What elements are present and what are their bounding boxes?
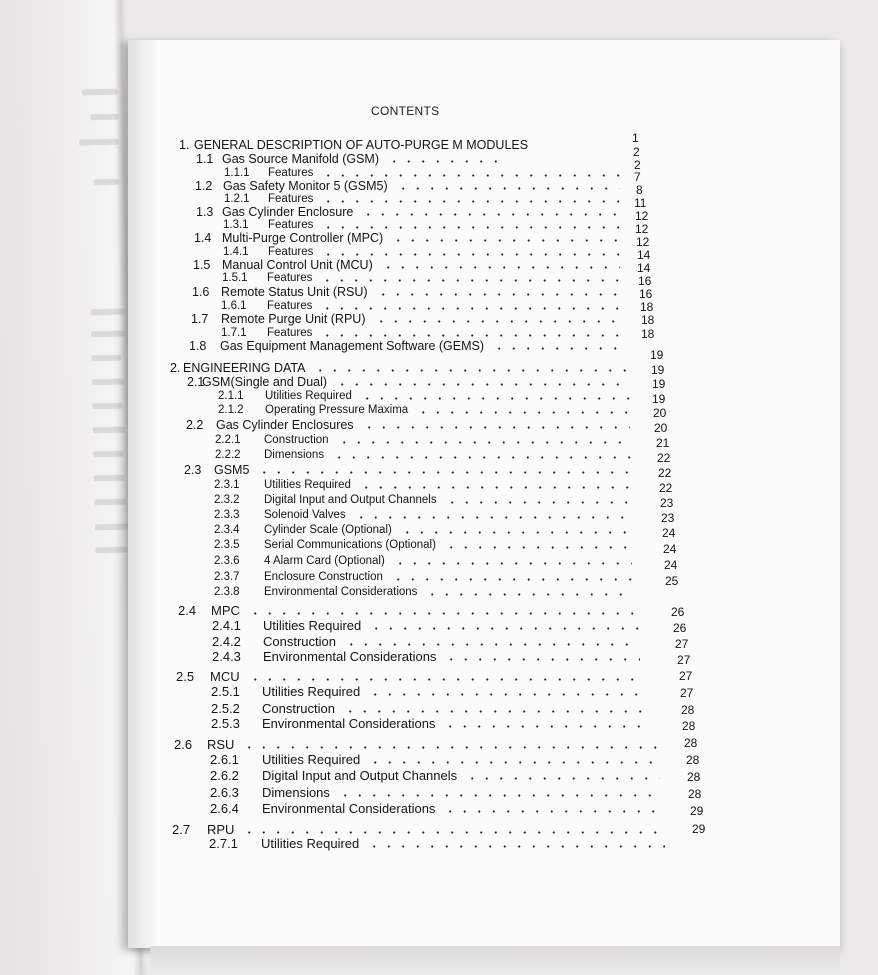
toc-entry <box>224 166 620 180</box>
toc-page-number: 22 <box>658 466 672 480</box>
toc-page-number: 1 <box>632 131 639 145</box>
dot-leader <box>344 643 640 646</box>
ghost-text-line <box>94 179 120 186</box>
toc-entry-number: 1.1.1 <box>224 167 250 179</box>
toc-entry <box>215 433 632 447</box>
dot-leader <box>313 369 630 372</box>
toc-entry-label: MCU <box>210 669 240 684</box>
toc-entry <box>195 179 620 193</box>
toc-entry <box>218 389 630 403</box>
dot-leader <box>391 578 632 581</box>
toc-entry-number: 2.2 <box>186 418 204 432</box>
toc-entry-number: 1.8 <box>189 339 207 353</box>
dot-leader <box>444 658 640 661</box>
toc-entry-label: Features <box>267 300 313 312</box>
toc-entry <box>191 312 620 326</box>
toc-entry <box>170 361 630 375</box>
toc-page-number: 27 <box>680 686 694 700</box>
toc-entry-number: 2.3.5 <box>214 539 240 551</box>
dot-leader <box>465 777 660 780</box>
toc-entry-label: Environmental Considerations <box>262 801 436 816</box>
dot-leader <box>321 226 620 229</box>
toc-entry-label: Gas Equipment Management Software (GEMS) <box>220 339 485 353</box>
toc-entry-number: 1.7 <box>191 312 209 326</box>
toc-entry-label: Features <box>268 219 314 231</box>
toc-entry-label: GSM5 <box>214 463 250 477</box>
toc-entry <box>221 326 620 340</box>
toc-page-number: 2 <box>633 145 640 159</box>
toc-page-number: 19 <box>650 348 664 362</box>
dot-leader <box>257 471 632 474</box>
dot-leader <box>492 347 620 350</box>
dot-leader <box>374 320 620 323</box>
dot-leader <box>343 710 645 713</box>
toc-entry <box>214 493 632 507</box>
dot-leader <box>367 845 665 848</box>
toc-page-number: 26 <box>673 621 687 635</box>
dot-leader <box>320 307 620 310</box>
toc-entry <box>214 538 632 552</box>
toc-entry <box>196 152 500 166</box>
toc-entry-number: 2.6.2 <box>210 768 239 783</box>
toc-page-number: 22 <box>657 451 671 465</box>
toc-entry <box>221 299 620 313</box>
toc-entry-label: ENGINEERING DATA <box>183 361 306 375</box>
toc-page-number: 23 <box>661 511 675 525</box>
ghost-text-line <box>91 331 125 338</box>
toc-entry <box>214 570 632 584</box>
toc-entry <box>223 245 620 259</box>
toc-entry-label: RSU <box>207 737 235 752</box>
toc-entry-label: MPC <box>211 603 240 618</box>
toc-entry-number: 2.7 <box>172 822 191 837</box>
toc-entry-number: 1.3.1 <box>223 219 249 231</box>
paper-stack-edge <box>150 946 840 975</box>
toc-entry-number: 2.6.3 <box>210 785 239 800</box>
dot-leader <box>368 693 645 696</box>
dot-leader <box>361 213 620 216</box>
toc-entry-label: Dimensions <box>264 449 325 461</box>
toc-entry-label: Utilities Required <box>263 618 362 633</box>
dot-leader <box>242 831 665 834</box>
toc-entry <box>189 339 620 353</box>
toc-entry <box>212 619 640 633</box>
dot-leader <box>443 725 645 728</box>
toc-entry-label: Dimensions <box>262 785 330 800</box>
dot-leader <box>320 334 620 337</box>
toc-page-number: 24 <box>663 542 677 556</box>
dot-leader <box>368 761 660 764</box>
dot-leader <box>425 593 632 596</box>
toc-page-number: 28 <box>686 753 700 767</box>
dot-leader <box>396 187 620 190</box>
toc-entry-number: 2.4.2 <box>212 634 241 649</box>
toc-page-number: 2 <box>634 158 641 172</box>
ghost-text-line <box>95 547 127 554</box>
toc-page-number: 27 <box>677 653 691 667</box>
toc-entry <box>214 508 632 522</box>
toc-page-number: 26 <box>671 605 685 619</box>
toc-entry-label: Features <box>267 272 313 284</box>
toc-entry <box>172 823 665 837</box>
toc-page-number: 19 <box>651 363 665 377</box>
dot-leader <box>338 794 660 797</box>
toc-entry-number: 2.4.1 <box>212 618 241 633</box>
toc-page-number: 24 <box>662 526 676 540</box>
toc-entry-label: 4 Alarm Card (Optional) <box>264 555 385 567</box>
dot-leader <box>337 441 632 444</box>
toc-page-number: 21 <box>656 436 670 450</box>
toc-entry <box>211 685 645 699</box>
toc-entry-number: 1.1 <box>196 152 214 166</box>
toc-entry-number: 2.5.1 <box>211 684 240 699</box>
toc-entry-label: Gas Safety Monitor 5 (GSM5) <box>223 179 388 193</box>
toc-entry <box>210 802 660 816</box>
toc-entry-label: Cylinder Scale (Optional) <box>264 524 392 536</box>
toc-page-number: 18 <box>641 313 655 327</box>
dot-leader <box>443 810 660 813</box>
toc-page-number: 12 <box>636 235 650 249</box>
toc-entry-number: 1.5.1 <box>222 272 248 284</box>
toc-entry-label: Features <box>268 246 314 258</box>
dot-leader <box>359 486 632 489</box>
toc-page-number: 20 <box>654 421 668 435</box>
toc-entry-number: 1.7.1 <box>221 327 247 339</box>
toc-entry-number: 2.4 <box>178 603 197 618</box>
toc-entry-number: 2.3.2 <box>214 494 240 506</box>
ghost-text-line <box>94 499 126 506</box>
toc-entry <box>184 463 632 477</box>
ghost-text-line <box>93 451 123 458</box>
toc-entry-number: 1. <box>179 138 190 152</box>
toc-page-number: 7 <box>634 170 641 184</box>
toc-entry-number: 1.4 <box>194 231 212 245</box>
dot-leader <box>248 612 640 615</box>
toc-page-number: 25 <box>665 574 679 588</box>
toc-entry-number: 2.3.8 <box>214 586 240 598</box>
toc-entry <box>179 138 542 152</box>
toc-entry <box>215 448 632 462</box>
toc-entry <box>218 403 630 417</box>
toc-entry-number: 2.7.1 <box>209 836 238 851</box>
toc-entry-number: 2.4.3 <box>212 649 241 664</box>
ghost-text-line <box>93 427 125 434</box>
dot-leader <box>321 253 620 256</box>
toc-entry <box>210 769 660 783</box>
toc-entry <box>210 786 660 800</box>
toc-entry-number: 1.6 <box>192 285 210 299</box>
toc-page-number: 28 <box>687 770 701 784</box>
toc-entry-label: Features <box>268 193 314 205</box>
dot-leader <box>369 627 640 630</box>
toc-entry-number: 1.4.1 <box>223 246 249 258</box>
toc-entry <box>186 418 630 432</box>
toc-entry-number: 2. <box>170 361 181 375</box>
toc-entry-label: GENERAL DESCRIPTION OF AUTO-PURGE M MODULES <box>194 138 529 152</box>
ghost-text-line <box>92 403 122 410</box>
toc-entry-label: Gas Cylinder Enclosure <box>222 205 354 219</box>
toc-entry-label: Enclosure Construction <box>264 571 383 583</box>
toc-entry <box>193 258 620 272</box>
toc-entry-label: Utilities Required <box>262 752 361 767</box>
dot-leader <box>360 397 630 400</box>
toc-entry-number: 2.6.1 <box>210 752 239 767</box>
toc-page-number: 16 <box>638 274 652 288</box>
dot-leader <box>393 562 632 565</box>
toc-entry-number: 1.6.1 <box>221 300 247 312</box>
toc-page-number: 14 <box>637 261 651 275</box>
dot-leader <box>444 546 632 549</box>
toc-entry <box>194 231 620 245</box>
dot-leader <box>445 501 632 504</box>
toc-entry <box>214 523 632 537</box>
toc-entry-number: 2.3.3 <box>214 509 240 521</box>
toc-entry-number: 2.1.2 <box>218 404 244 416</box>
toc-entry-number: 2.3.7 <box>214 571 240 583</box>
toc-entry <box>210 753 660 767</box>
toc-entry-number: 1.2 <box>195 179 213 193</box>
toc-entry-number: 2.3.4 <box>214 524 240 536</box>
toc-entry-number: 2.5.3 <box>211 716 240 731</box>
toc-entry-label: Gas Cylinder Enclosures <box>216 418 354 432</box>
toc-entry <box>176 670 645 684</box>
toc-entry-label: Features <box>268 167 314 179</box>
toc-entry-number: 2.5 <box>176 669 195 684</box>
ghost-text-line <box>90 309 124 316</box>
toc-page-number: 28 <box>684 736 698 750</box>
toc-entry <box>209 837 665 851</box>
dot-leader <box>242 746 660 749</box>
toc-page-number: 19 <box>652 377 666 391</box>
toc-entry <box>212 635 640 649</box>
toc-entry <box>224 192 620 206</box>
toc-entry <box>214 585 632 599</box>
toc-entry-label: Utilities Required <box>261 836 360 851</box>
ghost-text-line <box>91 355 121 362</box>
toc-entry-number: 2.2.1 <box>215 434 241 446</box>
toc-entry-label: GSM(Single and Dual) <box>202 375 328 389</box>
toc-page-number: 18 <box>641 327 655 341</box>
toc-entry <box>214 478 632 492</box>
toc-entry-label: Serial Communications (Optional) <box>264 539 436 551</box>
toc-entry-label: Solenoid Valves <box>264 509 346 521</box>
dot-leader <box>321 200 620 203</box>
dot-leader <box>381 266 620 269</box>
toc-page-number: 24 <box>664 558 678 572</box>
toc-entry-label: Utilities Required <box>262 684 361 699</box>
toc-entry <box>192 285 620 299</box>
toc-entry-label: RPU <box>207 822 235 837</box>
toc-entry-number: 2.6.4 <box>210 801 239 816</box>
toc-page-number: 29 <box>692 822 706 836</box>
dot-leader <box>362 426 630 429</box>
toc-entry-number: 2.5.2 <box>211 701 240 716</box>
toc-page-number: 28 <box>688 787 702 801</box>
toc-entry <box>212 650 640 664</box>
toc-page-number: 29 <box>690 804 704 818</box>
toc-page-number: 14 <box>637 248 651 262</box>
toc-entry <box>211 702 645 716</box>
toc-page-number: 28 <box>681 703 695 717</box>
toc-entry-number: 2.6 <box>174 737 193 752</box>
toc-page-number: 23 <box>660 496 674 510</box>
ghost-text-line <box>79 139 119 146</box>
toc-page-number: 22 <box>659 481 673 495</box>
toc-entry-number: 2.1 <box>187 375 205 389</box>
toc-entry-number: 2.1.1 <box>218 390 244 402</box>
toc-page-number: 27 <box>679 669 693 683</box>
ghost-text-line <box>95 524 129 531</box>
toc-entry-label: Digital Input and Output Channels <box>262 768 458 783</box>
ghost-text-line <box>94 475 124 482</box>
toc-entry-number: 2.2.2 <box>215 449 241 461</box>
toc-entry-label: Features <box>267 327 313 339</box>
dot-leader <box>376 293 620 296</box>
toc-entry-label: Construction <box>264 434 329 446</box>
toc-entry-label: Environmental Considerations <box>262 716 436 731</box>
ghost-text-line <box>92 379 124 386</box>
toc-entry <box>174 738 660 752</box>
toc-entry-number: 1.5 <box>193 258 211 272</box>
toc-entry-label: Gas Source Manifold (GSM) <box>222 152 379 166</box>
toc-entry-label: Utilities Required <box>265 390 352 402</box>
toc-entry <box>196 205 620 219</box>
toc-page-number: 19 <box>652 392 666 406</box>
dot-leader <box>335 383 630 386</box>
toc-entry-label: Operating Pressure Maxima <box>265 404 409 416</box>
toc-page-number: 16 <box>639 287 653 301</box>
toc-page-number: 11 <box>634 196 647 210</box>
dot-leader <box>321 174 620 177</box>
dot-leader <box>400 531 632 534</box>
toc-entry-label: Utilities Required <box>264 479 351 491</box>
left-underlying-page <box>0 0 140 975</box>
toc-entry-label: Manual Control Unit (MCU) <box>222 258 373 272</box>
toc-entry-label: Construction <box>263 634 336 649</box>
toc-title: CONTENTS <box>371 104 440 118</box>
toc-entry <box>211 717 645 731</box>
toc-page-number: 12 <box>635 222 649 236</box>
toc-entry-label: Remote Purge Unit (RPU) <box>221 312 366 326</box>
dot-leader <box>332 456 632 459</box>
ghost-text-line <box>82 89 118 96</box>
dot-leader <box>416 411 630 414</box>
toc-entry-label: Remote Status Unit (RSU) <box>221 285 368 299</box>
toc-entry-number: 2.3.1 <box>214 479 240 491</box>
toc-entry-number: 2.3 <box>184 463 202 477</box>
toc-entry <box>178 604 640 618</box>
toc-page-number: 8 <box>636 183 643 197</box>
toc-entry <box>187 375 630 389</box>
toc-entry-label: Environmental Considerations <box>264 586 418 598</box>
toc-page-number: 28 <box>682 719 696 733</box>
dot-leader <box>320 279 620 282</box>
toc-entry-number: 2.3.6 <box>214 555 240 567</box>
dot-leader <box>391 239 620 242</box>
dot-leader <box>354 516 632 519</box>
toc-entry-number: 1.2.1 <box>224 193 250 205</box>
toc-entry-label: Environmental Considerations <box>263 649 437 664</box>
toc-page-number: 20 <box>653 406 667 420</box>
toc-page-number: 12 <box>635 209 649 223</box>
toc-entry <box>222 271 620 285</box>
toc-entry-number: 1.3 <box>196 205 214 219</box>
toc-entry <box>214 554 632 568</box>
toc-page-number: 27 <box>675 637 689 651</box>
toc-entry-label: Digital Input and Output Channels <box>264 494 437 506</box>
dot-leader <box>248 678 645 681</box>
toc-entry-label: Multi-Purge Controller (MPC) <box>222 231 384 245</box>
dot-leader <box>387 160 500 163</box>
toc-page-number: 18 <box>640 300 654 314</box>
toc-entry-label: Construction <box>262 701 335 716</box>
ghost-text-line <box>90 114 118 121</box>
toc-entry <box>223 218 620 232</box>
